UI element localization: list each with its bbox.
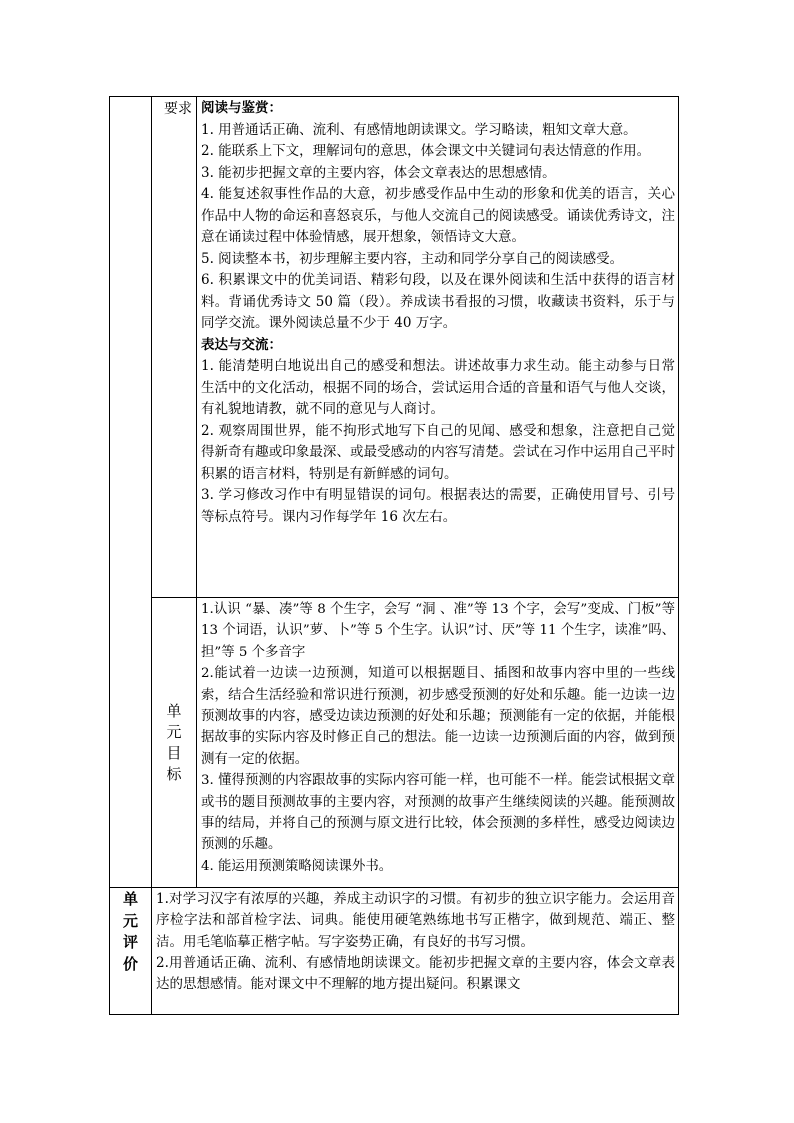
reading-item: 3. 能初步把握文章的主要内容，体会文章表达的思想感情。 — [201, 164, 556, 181]
reading-item: 4. 能复述叙事性作品的大意，初步感受作品中生动的形象和优美的语言，关心作品中人物的命运和喜怒哀乐，与他人交流自己的阅读感受。诵读优秀诗文，注意在诵读过程中体验情感，展开想象，领悟诗文大意。 — [201, 186, 675, 245]
unit-evaluation-label-cell — [110, 888, 152, 1015]
goal-item: 2.能试着一边读一边预测，知道可以根据题目、插图和故事内容中里的一些线索，结合生活经验和常识进行预测，初步感受预测的好处和乐趣。能一边读一边预测故事的内容，感受边读边预测的好处和乐趣；预测能有一定的依据，并能根据故事的实际内容及时修正自己的想法。能一边读一边预测后面的内容，做到预测有一定的依据。 — [201, 666, 675, 767]
teaching-plan-table — [109, 96, 679, 1015]
unit-goals-label-cell — [152, 598, 197, 888]
unit-goals-content-cell — [197, 598, 679, 888]
label-char: 元 — [122, 911, 138, 930]
empty-left-cell — [110, 97, 152, 888]
unit-goals-row — [110, 598, 679, 888]
requirements-label: 要求 — [164, 101, 192, 117]
evaluation-item: 1.对学习汉字有浓厚的兴趣，养成主动识字的习惯。有初步的独立识字能力。会运用音序检字法和部首检字法、词典。能使用硬笔熟练地书写正楷字，做到规范、端正、整洁。用毛笔临摹正楷字帖。写字姿势正确，有良好的书写习惯。 — [156, 891, 675, 950]
unit-goals-label — [152, 701, 196, 785]
goal-item: 1.认识 “暴、凑”等 8 个生字，会写 “洞 、准”等 13 个字，会写”变成、门板”等 13 个词语，认识”萝、卜”等 5 个生字。认识”讨、厌”等 11 个生字，读准”吗、担”等 5 个多音字 — [201, 602, 675, 660]
reading-heading: 阅读与鉴赏： — [201, 100, 282, 116]
label-char: 评 — [122, 933, 138, 951]
reading-item: 5. 阅读整本书，初步理解主要内容，主动和同学分享自己的阅读感受。 — [201, 250, 624, 267]
unit-evaluation-row — [110, 888, 679, 1015]
requirements-row — [110, 97, 679, 598]
expression-heading: 表达与交流： — [201, 336, 282, 353]
label-char: 目 — [166, 743, 182, 762]
evaluation-item: 2.用普通话正确、流利、有感情地朗读课文。能初步把握文章的主要内容，体会文章表达的思想感情。能对课文中不理解的地方提出疑问。积累课文 — [156, 954, 675, 993]
reading-item: 2. 能联系上下文，理解词句的意思，体会课文中关键词句表达情意的作用。 — [201, 143, 651, 159]
label-char: 单 — [166, 701, 182, 720]
label-char: 元 — [166, 722, 182, 741]
requirements-content-cell — [197, 97, 679, 598]
reading-item: 6. 积累课文中的优美词语、精彩句段，以及在课外阅读和生活中获得的语言材料。背诵优秀诗文 50 篇（段）。养成读书看报的习惯，收藏读书资料，乐于与同学交流。课外阅读总量不少于 40 万字。 — [201, 272, 675, 331]
label-char: 单 — [122, 890, 138, 908]
reading-item: 1. 用普通话正确、流利、有感情地朗读课文。学习略读，粗知文章大意。 — [201, 121, 637, 138]
expression-item: 1. 能清楚明白地说出自己的感受和想法。讲述故事力求生动。能主动参与日常生活中的文化活动，根据不同的场合，尝试运用合适的音量和语气与他人交谈，有礼貌地请教，就不同的意见与人商讨。 — [201, 358, 675, 417]
expression-item: 2. 观察周围世界，能不拘形式地写下自己的见闻、感受和想象，注意把自己觉得新奇有趣或印象最深、或最受感动的内容写清楚。尝试在习作中运用自己平时积累的语言材料，特别是有新鲜感的词句。 — [201, 422, 675, 482]
unit-evaluation-content-cell — [152, 888, 679, 1015]
label-char: 价 — [122, 954, 138, 973]
label-char: 标 — [166, 764, 182, 783]
goal-item: 4. 能运用预测策略阅读课外书。 — [201, 858, 393, 874]
unit-evaluation-label — [110, 888, 151, 975]
goal-item: 3. 懂得预测的内容跟故事的实际内容可能一样，也可能不一样。能尝试根据文章或书的题目预测故事的主要内容，对预测的故事产生继续阅读的兴趣。能预测故事的结局，并将自己的预测与原文进行比较，体会预测的多样性，感受边阅读边预测的乐趣。 — [201, 773, 675, 853]
expression-item: 3. 学习修改习作中有明显错误的词句。根据表达的需要，正确使用冒号、引号等标点符号。课内习作每学年 16 次左右。 — [201, 487, 675, 525]
requirements-label-cell — [152, 97, 197, 598]
